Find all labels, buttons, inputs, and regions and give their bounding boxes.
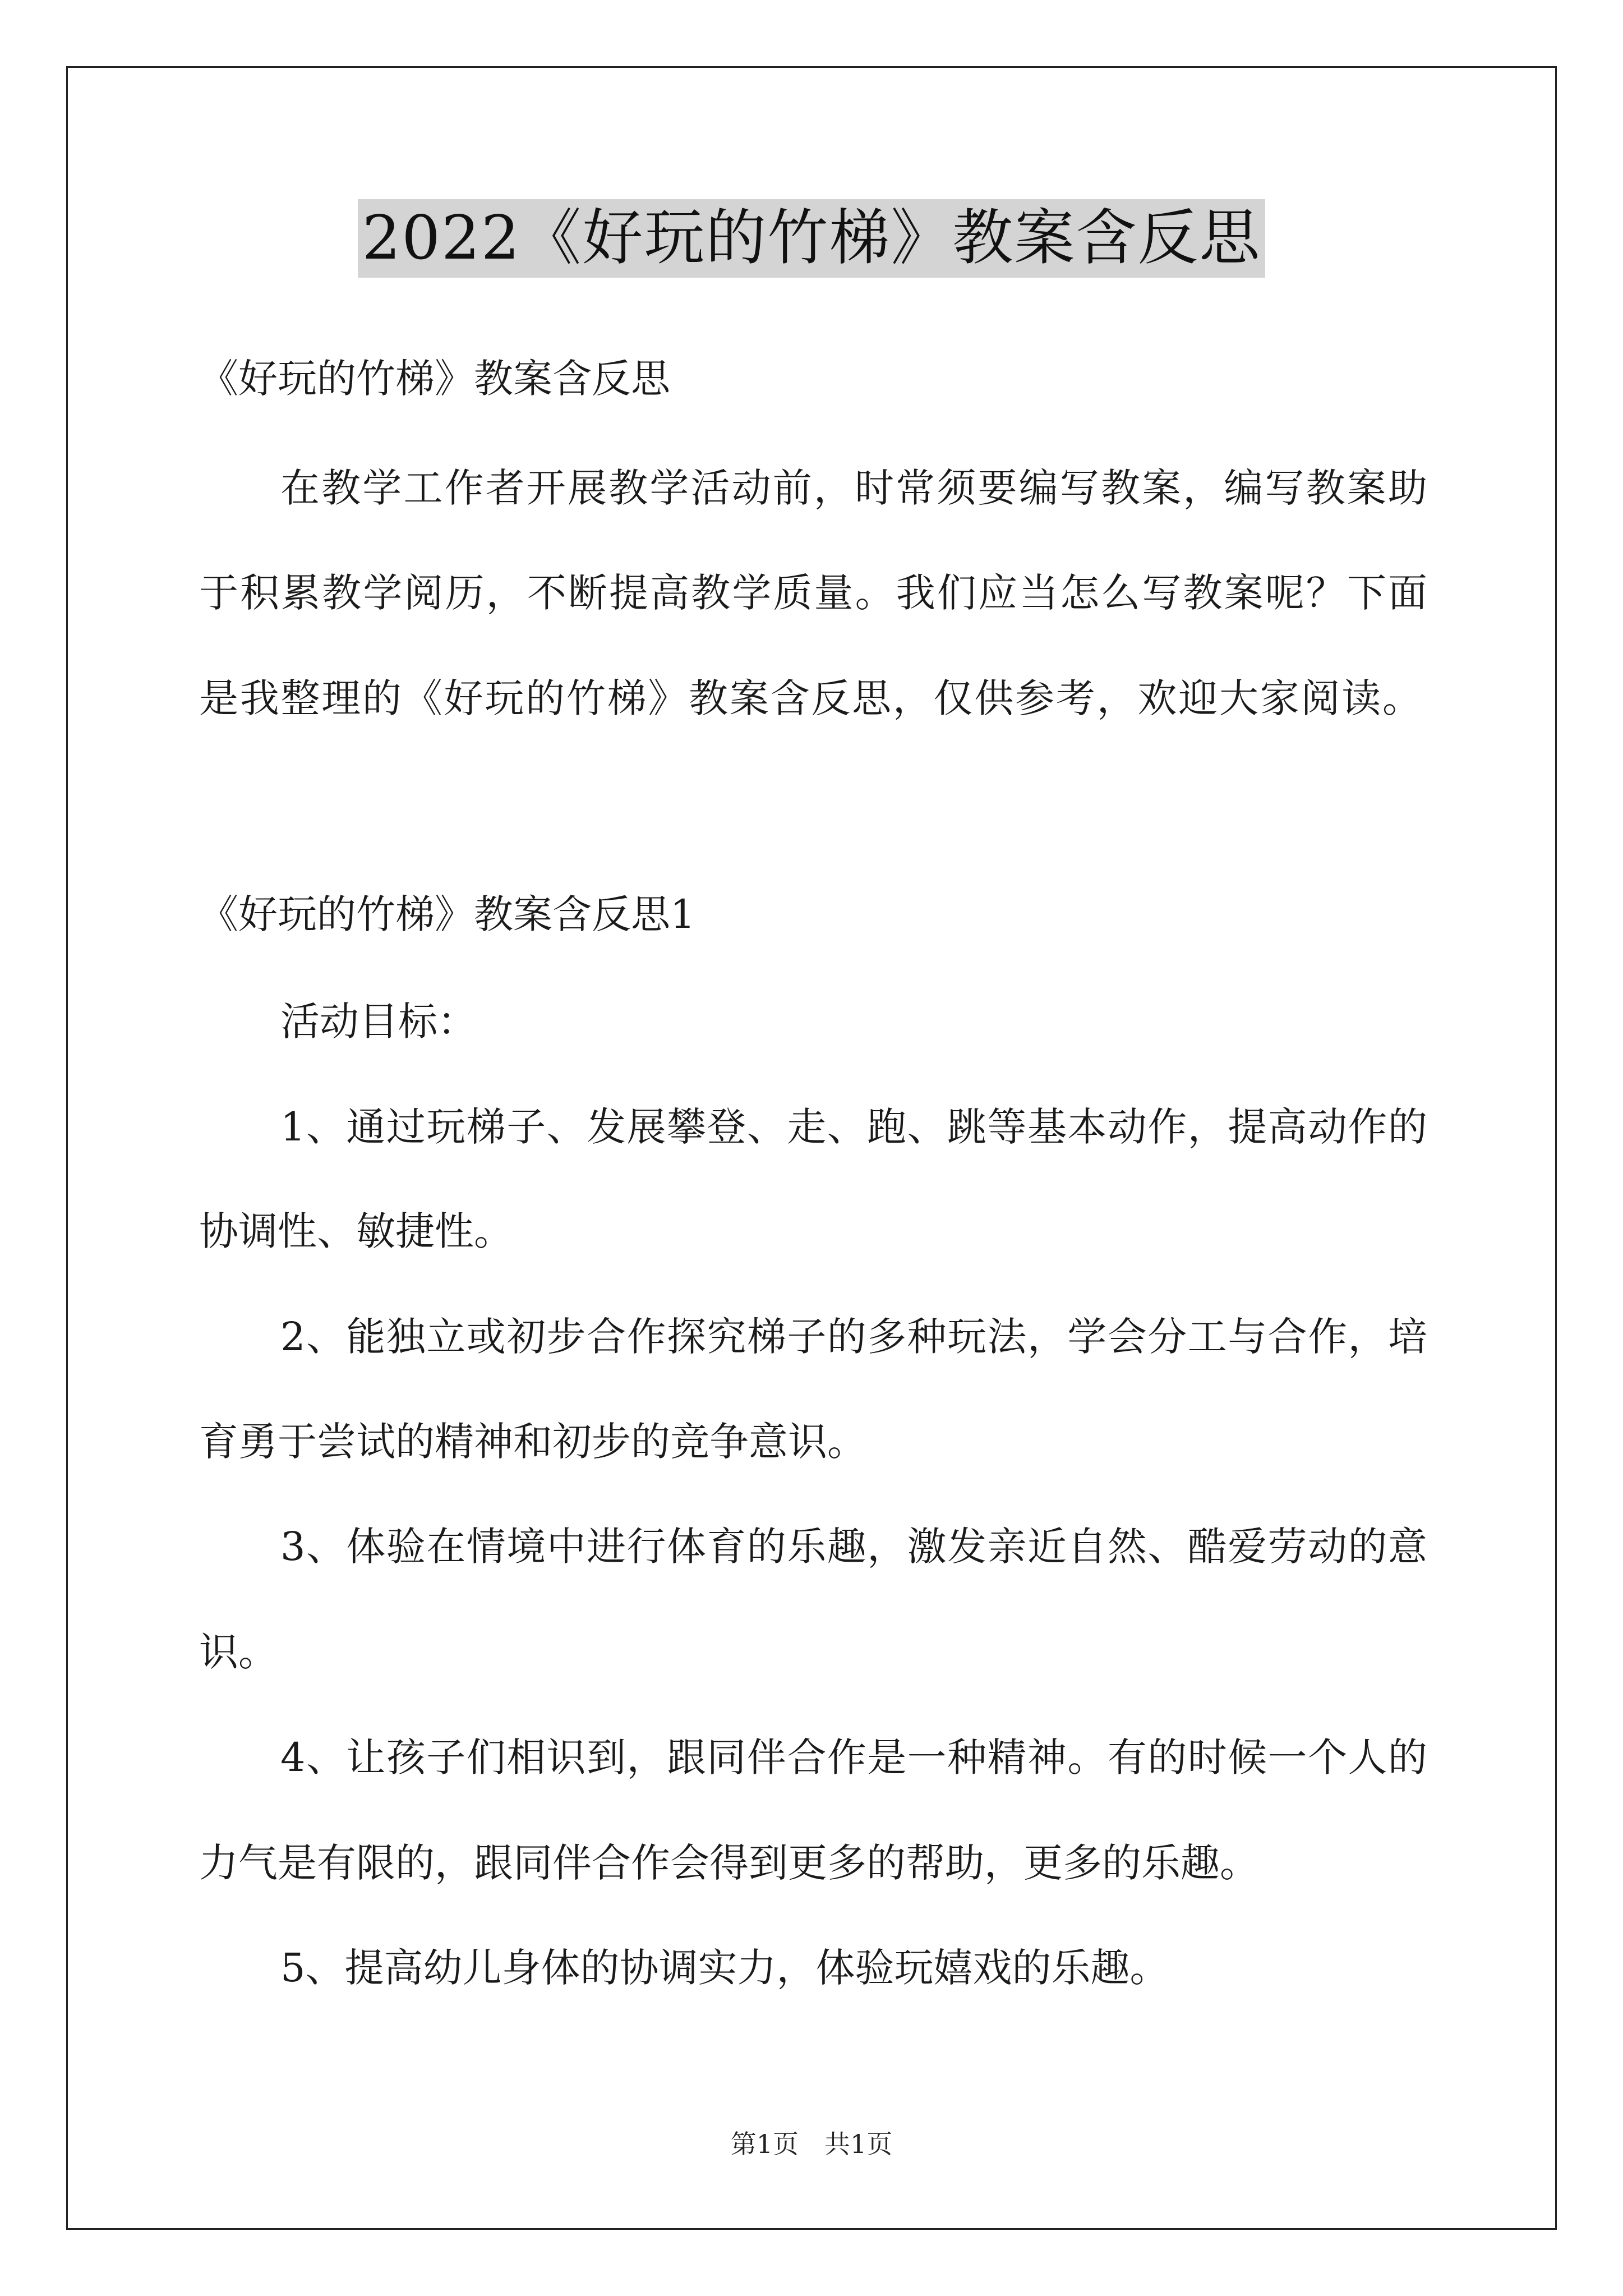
goal-line-9: 5、提高幼儿身体的协调实力，体验玩嬉戏的乐趣。 [280, 1945, 1169, 1991]
goal-line-3: 2、能独立或初步合作探究梯子的多种玩法，学会分工与合作，培 [280, 1314, 1427, 1360]
goals-label: 活动目标： [280, 999, 477, 1045]
intro-line-2: 于积累教学阅历，不断提高教学质量。我们应当怎么写教案呢？下面 [199, 570, 1427, 616]
document-title[interactable]: 2022《好玩的竹梯》教案含反思 [358, 199, 1266, 278]
intro-line-1: 在教学工作者开展教学活动前，时常须要编写教案，编写教案助 [280, 465, 1427, 511]
goal-line-7: 4、让孩子们相识到，跟同伴合作是一种精神。有的时候一个人的 [280, 1734, 1427, 1780]
goal-line-6: 识。 [199, 1629, 278, 1675]
goal-line-1: 1、通过玩梯子、发展攀登、走、跑、跳等基本动作，提高动作的 [280, 1104, 1427, 1150]
document-subtitle: 《好玩的竹梯》教案含反思 [199, 356, 670, 402]
page-footer: 第1页 共1页 [730, 2129, 893, 2159]
goal-line-2: 协调性、敏捷性。 [199, 1208, 513, 1254]
intro-line-3: 是我整理的《好玩的竹梯》教案含反思，仅供参考，欢迎大家阅读。 [199, 675, 1422, 721]
title-wrap [0, 199, 1623, 278]
goal-line-5: 3、体验在情境中进行体育的乐趣，激发亲近自然、酷爱劳动的意 [280, 1524, 1427, 1570]
section-heading: 《好玩的竹梯》教案含反思1 [199, 891, 695, 937]
goal-line-8: 力气是有限的，跟同伴合作会得到更多的帮助，更多的乐趣。 [199, 1840, 1259, 1886]
goal-line-4: 育勇于尝试的精神和初步的竞争意识。 [199, 1419, 866, 1465]
